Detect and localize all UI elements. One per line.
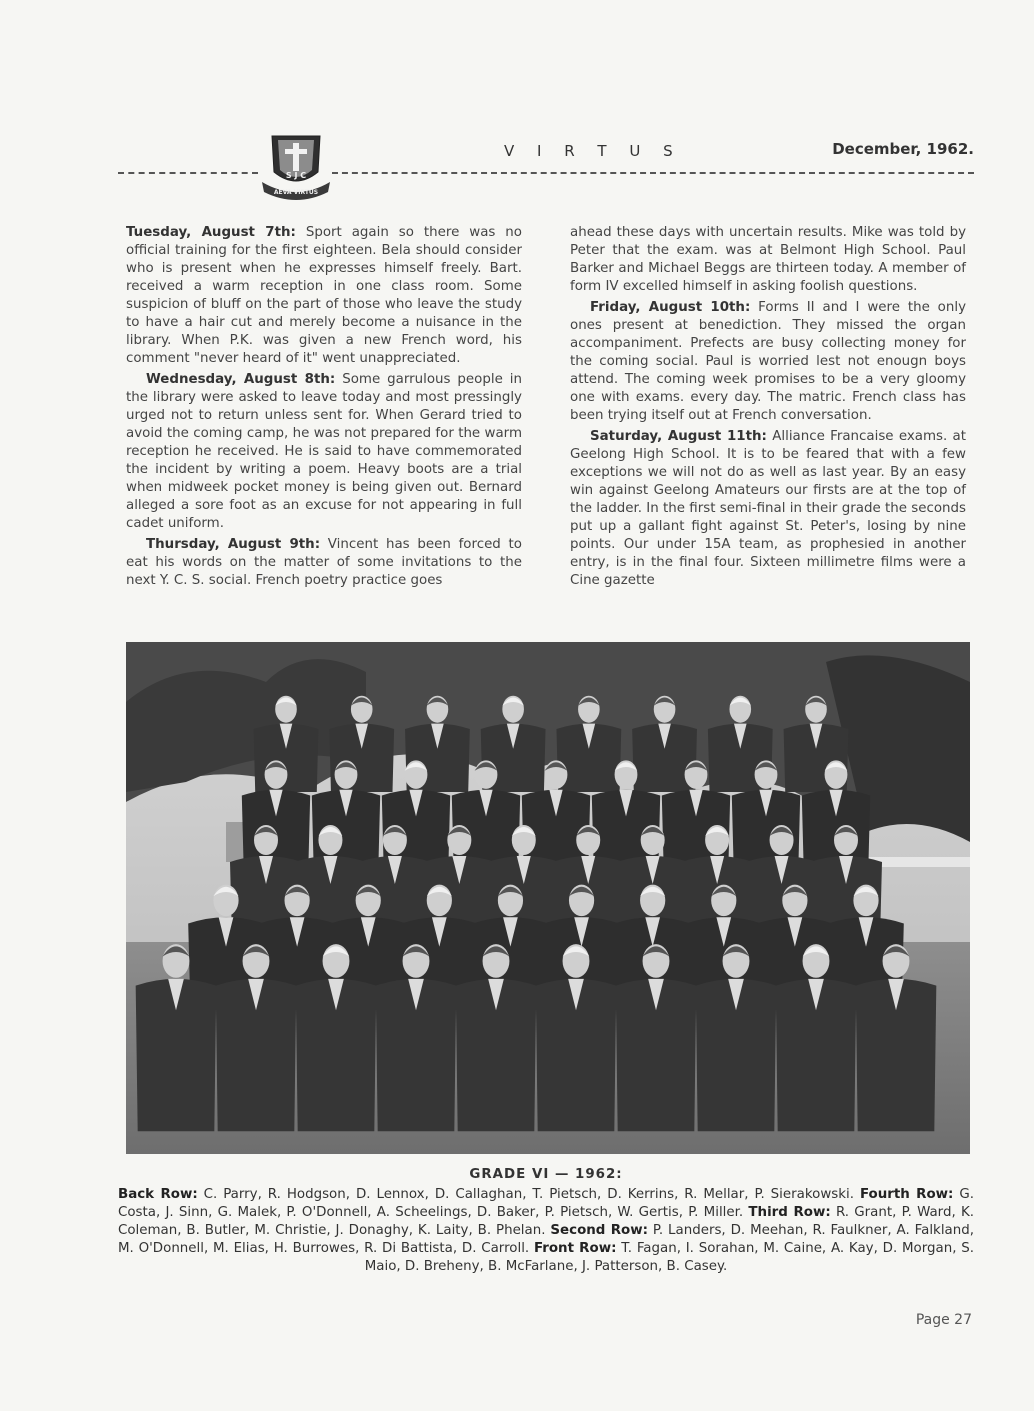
entry-text: Sport again so there was no official training for the first eighteen. Bela should consider who is present when he expresses himself freely. Bart. received a warm reception in one class room. Some suspicion of bluff on the part of those who leave the study to have a hair cut and merely become a nuisance in the library. When P.K. was given a new French word, his comment "never heard of it" went unappreciated. [126,225,522,366]
row-names: C. Parry, R. Hodgson, D. Lennox, D. Callaghan, T. Pietsch, D. Kerrins, R. Mellar, P. Sierakowski. [197,1187,860,1202]
entry-date: Tuesday, August 7th: [126,225,296,240]
entry-text: Some garrulous people in the library were asked to leave today and most pressingly urged not to return unless sent for. When Gerard tried to avoid the coming camp, he was not prepared for the warm reception he received. He is said to have commemorated the incident by writing a poem. Heavy boots are a trial when midweek pocket money is being given out. Bernard alleged a sore foot as an excuse for not appearing in full cadet uniform. [126,372,522,531]
entry-date: Friday, August 10th: [590,300,751,315]
diary-entry [570,299,966,425]
row-label: Third Row: [748,1205,831,1220]
entry-text: Forms II and I were the only ones present at benediction. They missed the organ accompaniment. Prefects are busy collecting money for the coming social. Paul is worried lest not enougn boys attend. The coming week promises to be a very gloomy one with exams. every day. The matric. French class has been trying itself out at French conversation. [570,300,966,423]
row-label: Back Row: [118,1187,198,1202]
group-photo [126,642,970,1154]
header-rule-right [332,172,974,174]
row-names: P. Landers, D. Meehan, R. Faulkner, A. Falkland, M. O'Donnell, M. Elias, H. Burrowes, R. Di Battista, D. Carroll. [118,1223,974,1256]
diary-entry [126,536,522,590]
issue-date: December, 1962. [832,140,974,158]
caption-title: GRADE VI — 1962: [469,1167,623,1182]
group-photo-illustration [126,642,970,1154]
row-label: Front Row: [533,1241,617,1256]
row-label: Second Row: [550,1223,648,1238]
diary-entry [570,428,966,590]
page-header [118,128,974,200]
diary-entry [126,224,522,368]
article-column-left [126,224,522,593]
svg-text:AEVA VIRTUS: AEVA VIRTUS [273,189,319,196]
row-names: T. Fagan, I. Sorahan, M. Caine, A. Kay, D. Morgan, S. Maio, D. Breheny, B. McFarlane, J. Patterson, B. Casey. [364,1241,975,1274]
row-names: R. Grant, P. Ward, K. Coleman, B. Butler, M. Christie, J. Donaghy, K. Laity, B. Phelan. [118,1205,974,1238]
page-number: Page 27 [915,1312,972,1328]
entry-continuation: ahead these days with uncertain results. Mike was told by Peter that the exam. was at Belmont High School. Paul Barker and Michael Beggs are thirteen today. A member of form IV excelled himself in asking foolish questions. [570,225,966,294]
school-crest-icon [260,128,332,200]
entry-date: Saturday, August 11th: [590,429,767,444]
entry-text: Alliance Francaise exams. at Geelong High School. It is to be feared that with a few exceptions we will not do as well as last year. By an easy win against Geelong Amateurs our firsts are at the top of the ladder. In the first semi-final in their grade the seconds put up a gallant fight against St. Peter's, losing by nine points. Our under 15A team, as prophesied in another entry, is in the final four. Sixteen millimetre films were a Cine gazette [570,429,967,588]
magazine-title: V I R T U S [504,142,682,160]
article-column-right [570,224,966,593]
entry-date: Wednesday, August 8th: [146,372,336,387]
svg-text:S J C: S J C [285,171,307,180]
header-rule-left [118,172,258,174]
row-names: G. Costa, J. Sinn, G. Malek, P. O'Donnell, A. Scheelings, D. Baker, P. Pietsch, W. Gertis, P. Miller. [118,1187,974,1220]
entry-text: Vincent has been forced to eat his words on the matter of some invitations to the next Y. C. S. social. French poetry practice goes [126,537,522,588]
row-label: Fourth Row: [859,1187,954,1202]
photo-caption [118,1166,974,1276]
entry-date: Thursday, August 9th: [146,537,321,552]
diary-entry [126,371,522,533]
caption-body [118,1186,974,1276]
